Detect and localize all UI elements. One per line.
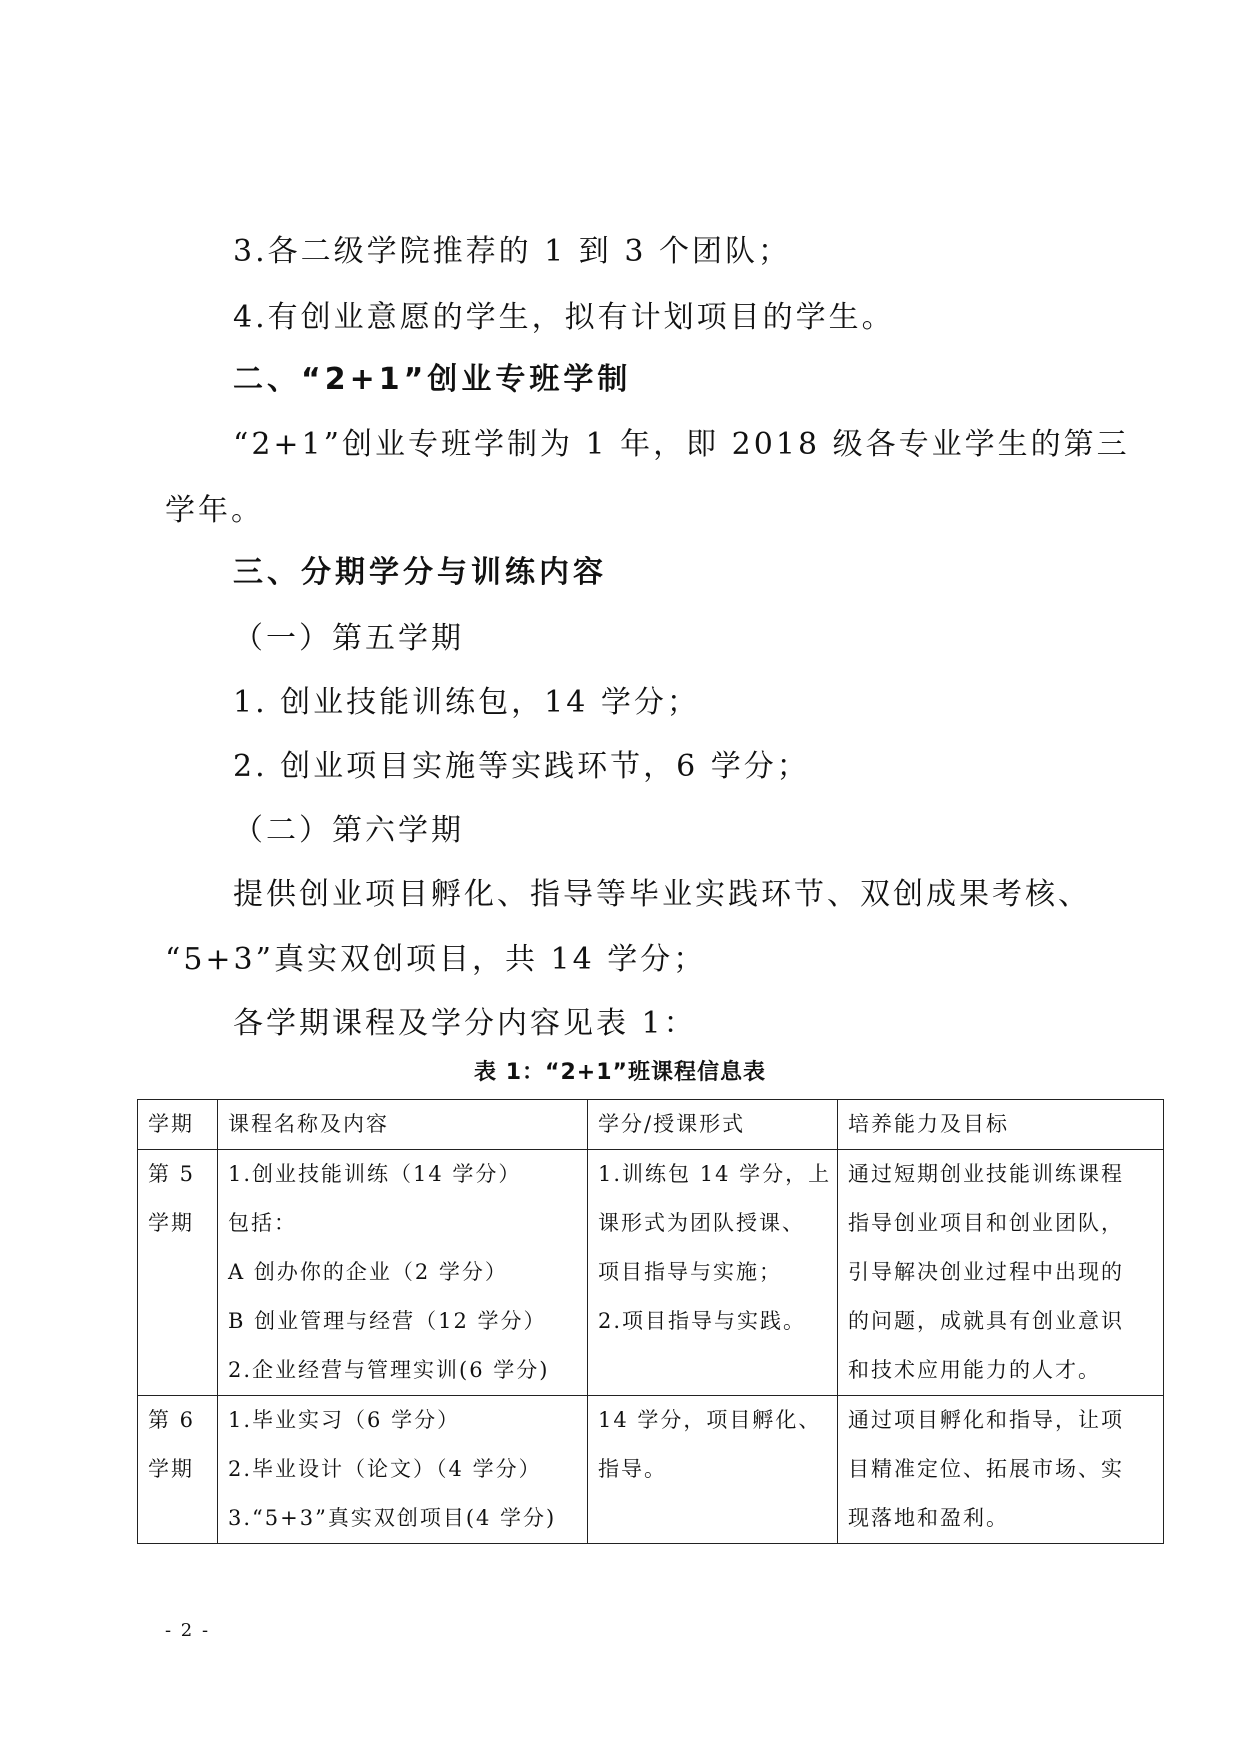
cell-line: 目精准定位、拓展市场、实 [848, 1457, 1124, 1481]
cell-line: 1.创业技能训练（14 学分） [228, 1162, 522, 1186]
credits-cell [588, 1396, 838, 1544]
cell-line: 现落地和盈利。 [848, 1506, 1009, 1530]
goals-cell [838, 1150, 1164, 1396]
cell-line: 指导创业项目和创业团队， [848, 1211, 1124, 1235]
table-header-row [138, 1100, 1164, 1150]
courses-cell [218, 1150, 588, 1396]
item-3: 3.各二级学院推荐的 1 到 3 个团队； [233, 234, 791, 269]
semester-5-item-2: 2. 创业项目实施等实践环节，6 学分； [233, 749, 810, 784]
cell-line: 第 5 [148, 1162, 196, 1186]
course-info-table [137, 1099, 1164, 1544]
table-reference: 各学期课程及学分内容见表 1： [233, 1006, 697, 1041]
page-number: - 2 - [165, 1620, 211, 1641]
table-row [138, 1150, 1164, 1396]
header-courses: 课程名称及内容 [218, 1100, 588, 1150]
term-cell [138, 1396, 218, 1544]
system-paragraph-line-2: 学年。 [165, 493, 264, 528]
cell-line: 3.“5+3”真实双创项目(4 学分) [228, 1506, 557, 1530]
goals-cell [838, 1396, 1164, 1544]
section-heading-3: 三、分期学分与训练内容 [233, 555, 607, 590]
term-cell [138, 1150, 218, 1396]
cell-line: 包括： [228, 1211, 297, 1235]
header-credits: 学分/授课形式 [588, 1100, 838, 1150]
cell-line: 指导。 [598, 1457, 667, 1481]
cell-line: 2.项目指导与实践。 [598, 1309, 807, 1333]
cell-line: 学期 [148, 1211, 194, 1235]
section-heading-2: 二、“2+1”创业专班学制 [233, 362, 632, 397]
cell-line: 的问题，成就具有创业意识 [848, 1309, 1124, 1333]
header-goals: 培养能力及目标 [838, 1100, 1164, 1150]
table-caption: 表 1：“2+1”班课程信息表 [474, 1060, 766, 1085]
cell-line: 1.训练包 14 学分，上 [598, 1162, 832, 1186]
cell-line: 2.企业经营与管理实训(6 学分) [228, 1358, 550, 1382]
cell-line: 14 学分，项目孵化、 [598, 1408, 822, 1432]
semester-6-line-2: “5+3”真实双创项目，共 14 学分； [165, 942, 707, 977]
cell-line: 通过项目孵化和指导，让项 [848, 1408, 1124, 1432]
item-4: 4.有创业意愿的学生，拟有计划项目的学生。 [233, 300, 895, 335]
header-term: 学期 [138, 1100, 218, 1150]
cell-line: 2.毕业设计（论文）（4 学分） [228, 1457, 542, 1481]
subheading-semester-6: （二）第六学期 [233, 813, 464, 848]
cell-line: 课形式为团队授课、 [598, 1211, 805, 1235]
credits-cell [588, 1150, 838, 1396]
cell-line: 和技术应用能力的人才。 [848, 1358, 1101, 1382]
cell-line: A 创办你的企业（2 学分） [228, 1260, 508, 1284]
subheading-semester-5: （一）第五学期 [233, 621, 464, 656]
cell-line: 通过短期创业技能训练课程 [848, 1162, 1124, 1186]
cell-line: B 创业管理与经营（12 学分） [228, 1309, 547, 1333]
system-paragraph-line-1: “2+1”创业专班学制为 1 年，即 2018 级各专业学生的第三 [233, 427, 1130, 462]
cell-line: 1.毕业实习（6 学分） [228, 1408, 461, 1432]
cell-line: 学期 [148, 1457, 194, 1481]
cell-line: 项目指导与实施； [598, 1260, 782, 1284]
table-row [138, 1396, 1164, 1544]
cell-line: 第 6 [148, 1408, 196, 1432]
courses-cell [218, 1396, 588, 1544]
semester-5-item-1: 1. 创业技能训练包，14 学分； [233, 685, 700, 720]
semester-6-line-1: 提供创业项目孵化、指导等毕业实践环节、双创成果考核、 [233, 877, 1091, 912]
cell-line: 引导解决创业过程中出现的 [848, 1260, 1124, 1284]
